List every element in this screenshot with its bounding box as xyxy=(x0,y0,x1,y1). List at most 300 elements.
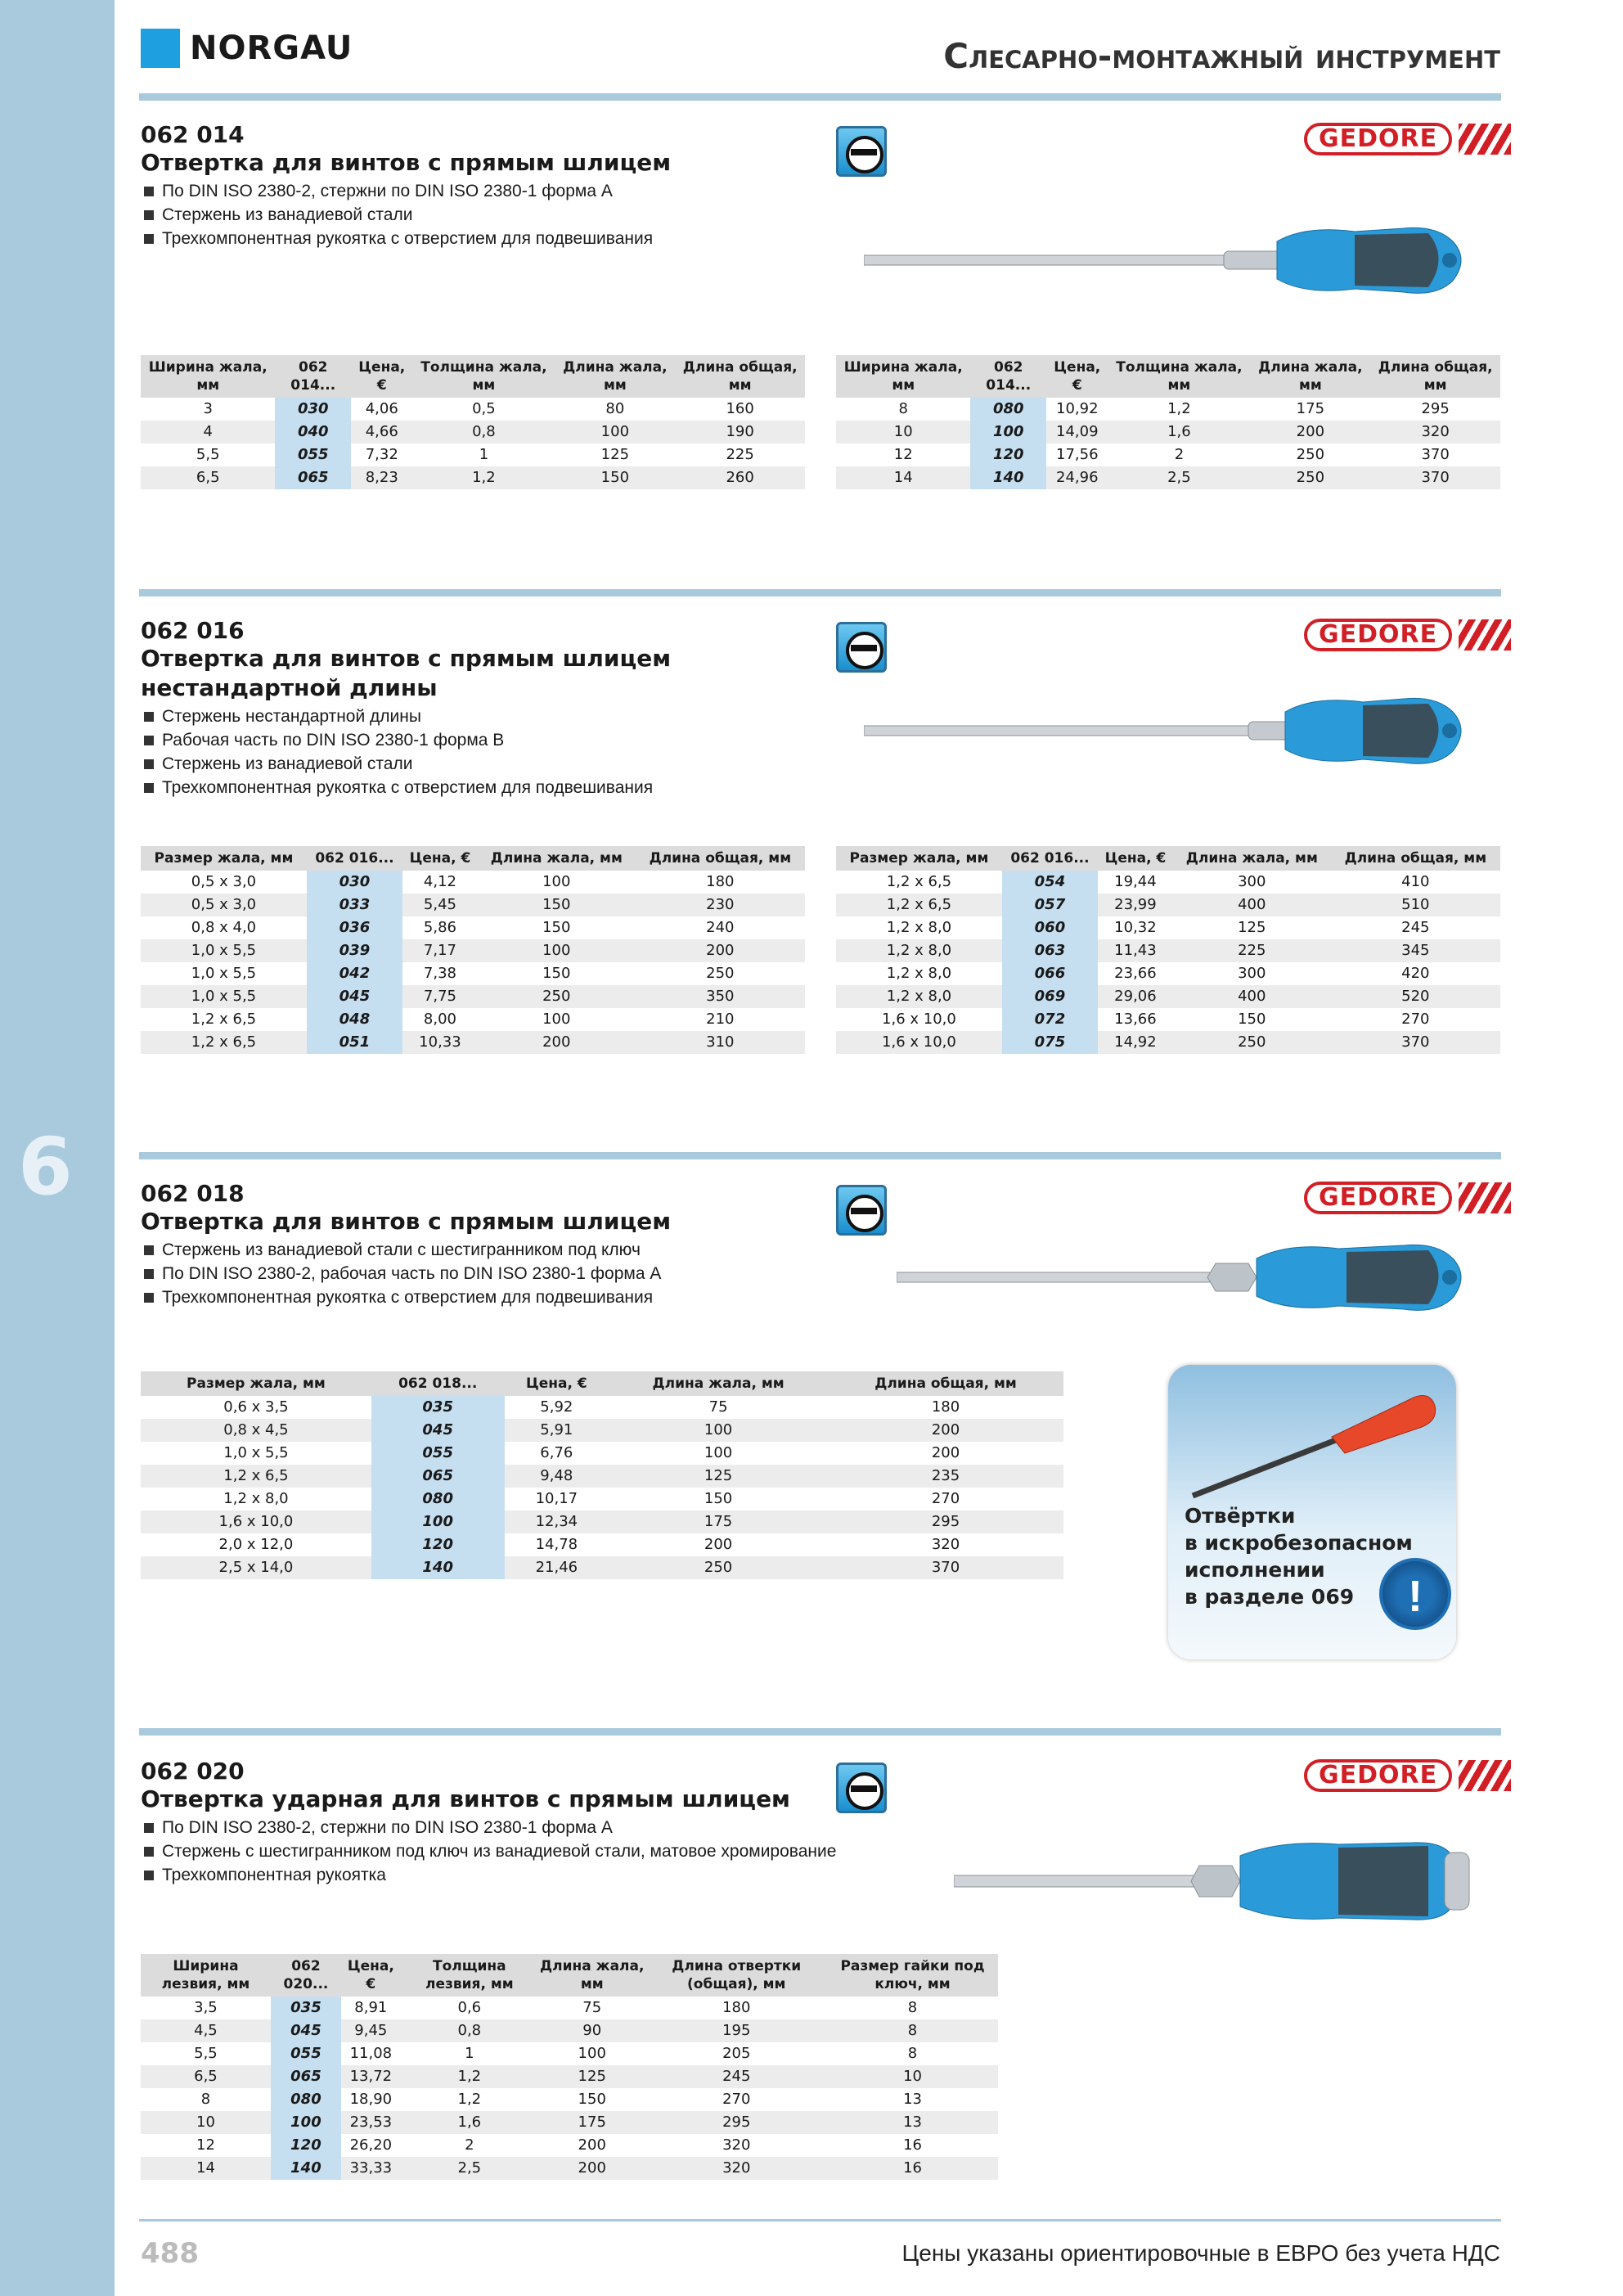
screwdriver-image xyxy=(864,217,1486,307)
article-code-cell: 065 xyxy=(275,466,351,489)
chapter-sidebar xyxy=(0,0,115,2296)
section-divider xyxy=(139,93,1501,101)
gedore-logo: GEDORE xyxy=(1304,1759,1511,1792)
table-cell: 2,5 xyxy=(1108,466,1251,489)
article-code-cell: 033 xyxy=(307,894,402,916)
table-cell: 370 xyxy=(1331,1031,1500,1054)
table-cell: 125 xyxy=(609,1465,828,1488)
table-cell: 13 xyxy=(827,2111,998,2134)
article-code-cell: 042 xyxy=(307,962,402,985)
table-cell: 33,33 xyxy=(341,2157,401,2180)
table-cell: 370 xyxy=(828,1556,1063,1579)
gedore-logo: GEDORE xyxy=(1304,1182,1511,1214)
table-cell: 345 xyxy=(1331,939,1500,962)
article-code-cell: 040 xyxy=(275,421,351,443)
table-cell: 0,6 x 3,5 xyxy=(223,1398,289,1416)
table-row xyxy=(141,1442,1063,1465)
table-cell: 14 xyxy=(141,2157,271,2180)
table-cell: 29,06 xyxy=(1098,985,1173,1008)
table-cell: 1,2 x 8,0 xyxy=(836,985,1002,1008)
table-cell: 180 xyxy=(931,1398,960,1416)
table-cell: 4 xyxy=(141,421,275,443)
article-code-cell: 045 xyxy=(371,1419,505,1442)
slotted-screw-icon xyxy=(836,622,887,673)
table-cell: 510 xyxy=(1331,894,1500,916)
table-cell: 14,09 xyxy=(1046,421,1108,443)
screwdriver-image xyxy=(864,687,1486,777)
article-code-cell: 051 xyxy=(307,1031,402,1054)
table-cell: 125 xyxy=(538,2065,645,2088)
table-cell: 8 xyxy=(898,400,908,417)
table-cell: 225 xyxy=(726,446,754,463)
table-cell: 75 xyxy=(582,1999,602,2016)
spec-table xyxy=(141,1371,1063,1579)
table-row xyxy=(141,398,805,421)
table-cell: 0,5 xyxy=(472,400,496,417)
table-cell: 10 xyxy=(827,2065,998,2088)
table-cell: 2,5 xyxy=(401,2157,538,2180)
table-cell: 9,48 xyxy=(505,1465,609,1488)
table-cell: 7,32 xyxy=(365,446,398,463)
article-code-cell: 080 xyxy=(271,2088,341,2111)
product-code: 062 018 xyxy=(141,1180,245,1207)
table-cell: 2,5 x 14,0 xyxy=(141,1556,371,1579)
table-cell: 320 xyxy=(722,2136,751,2154)
column-header: 062 020... xyxy=(271,1954,341,1997)
table-cell: 200 xyxy=(636,939,805,962)
table-cell: 370 xyxy=(1421,446,1450,463)
table-cell: 300 xyxy=(1238,965,1266,982)
table-cell: 1,2 x 8,0 xyxy=(223,1490,289,1507)
table-cell: 13,66 xyxy=(1114,1011,1157,1028)
table-cell: 1,2 xyxy=(413,466,555,489)
table-row xyxy=(141,2157,998,2180)
column-header: Размер жала, мм xyxy=(141,846,307,871)
column-header: 062 014... xyxy=(970,355,1046,398)
table-cell: 270 xyxy=(722,2091,751,2108)
table-cell: 8,23 xyxy=(351,466,412,489)
table-cell: 1 xyxy=(465,2045,474,2062)
table-cell: 1,2 x 6,5 xyxy=(836,894,1002,916)
article-code-cell: 057 xyxy=(1002,894,1098,916)
table-cell: 250 xyxy=(609,1556,828,1579)
table-cell: 0,8 x 4,0 xyxy=(191,919,257,936)
product-title: Отвертка для винтов с прямым шлицем xyxy=(141,645,672,672)
table-cell: 1,6 x 10,0 xyxy=(882,1011,956,1028)
table-cell: 125 xyxy=(1238,919,1266,936)
table-cell: 175 xyxy=(609,1510,828,1533)
column-header: Длина общая, мм xyxy=(1370,355,1500,398)
column-header: Ширина лезвия, мм xyxy=(141,1954,271,1997)
table-cell: 19,44 xyxy=(1114,873,1157,890)
slotted-screw-icon xyxy=(836,1763,887,1813)
spec-table xyxy=(836,355,1500,489)
article-code-cell: 060 xyxy=(1002,916,1098,939)
table-cell: 4,06 xyxy=(365,400,398,417)
table-row xyxy=(141,985,805,1008)
gedore-logo: GEDORE xyxy=(1304,123,1511,155)
table-row xyxy=(836,443,1500,466)
table-cell: 210 xyxy=(706,1011,735,1028)
table-row xyxy=(141,894,805,916)
table-cell: 200 xyxy=(538,2157,645,2180)
table-cell: 245 xyxy=(645,2065,827,2088)
table-row xyxy=(836,421,1500,443)
article-code-cell: 080 xyxy=(371,1488,505,1510)
product-title: Отвертка для винтов с прямым шлицем xyxy=(141,149,672,176)
table-cell: 13 xyxy=(903,2091,922,2108)
table-cell: 1,2 x 6,5 xyxy=(886,873,952,890)
table-cell: 7,75 xyxy=(402,985,478,1008)
article-code-cell: 120 xyxy=(271,2134,341,2157)
norgau-logo xyxy=(141,29,353,68)
page-number: 488 xyxy=(141,2237,199,2270)
table-cell: 410 xyxy=(1401,873,1430,890)
article-code-cell: 100 xyxy=(970,421,1046,443)
footer-note: Цены указаны ориентировочные в ЕВРО без учета НДС xyxy=(901,2240,1500,2266)
table-row xyxy=(141,1488,1063,1510)
table-cell: 250 xyxy=(1250,466,1370,489)
spec-table xyxy=(141,1954,998,2180)
table-cell: 270 xyxy=(1401,1011,1430,1028)
table-cell: 1,2 x 8,0 xyxy=(886,919,952,936)
article-code-cell: 045 xyxy=(271,2019,341,2042)
table-cell: 1,2 xyxy=(1167,400,1191,417)
table-cell: 8,91 xyxy=(354,1999,388,2016)
article-code-cell: 054 xyxy=(1002,871,1098,894)
table-cell: 8 xyxy=(907,1999,918,2016)
table-cell: 1,6 x 10,0 xyxy=(836,1031,1002,1054)
table-cell: 370 xyxy=(1370,466,1500,489)
table-cell: 190 xyxy=(675,421,805,443)
article-code-cell: 055 xyxy=(275,443,351,466)
column-header: Длина жала, мм xyxy=(1173,846,1331,871)
table-cell: 295 xyxy=(828,1510,1063,1533)
table-cell: 12,34 xyxy=(505,1510,609,1533)
column-header: Ширина жала, мм xyxy=(141,355,275,398)
column-header: Размер гайки под ключ, мм xyxy=(827,1954,998,1997)
table-cell: 1,6 xyxy=(1108,421,1251,443)
article-code-cell: 036 xyxy=(307,916,402,939)
column-header: Длина жала, мм xyxy=(1250,355,1370,398)
table-cell: 245 xyxy=(1401,919,1430,936)
table-cell: 250 xyxy=(478,985,636,1008)
table-cell: 270 xyxy=(931,1490,960,1507)
product-code: 062 016 xyxy=(141,617,245,644)
table-row xyxy=(141,939,805,962)
spec-table xyxy=(141,846,805,1054)
column-header: Длина общая, мм xyxy=(1331,846,1500,871)
table-cell: 125 xyxy=(600,446,630,463)
table-cell: 12 xyxy=(196,2136,215,2154)
table-cell: 520 xyxy=(1331,985,1500,1008)
column-header: 062 014... xyxy=(275,355,351,398)
table-cell: 225 xyxy=(1173,939,1331,962)
table-cell: 175 xyxy=(538,2111,645,2134)
section-divider xyxy=(139,1728,1501,1736)
table-cell: 235 xyxy=(828,1465,1063,1488)
table-cell: 16 xyxy=(903,2136,922,2154)
table-cell: 150 xyxy=(478,894,636,916)
table-cell: 5,92 xyxy=(540,1398,573,1416)
table-row xyxy=(141,1031,805,1054)
table-cell: 4,66 xyxy=(351,421,412,443)
column-header: Цена, € xyxy=(402,846,478,871)
table-row xyxy=(141,1533,1063,1556)
table-cell: 200 xyxy=(828,1419,1063,1442)
article-code-cell: 140 xyxy=(970,466,1046,489)
article-code-cell: 100 xyxy=(271,2111,341,2134)
table-cell: 195 xyxy=(645,2019,827,2042)
column-header: Длина общая, мм xyxy=(675,355,805,398)
table-cell: 5,5 xyxy=(196,446,220,463)
table-cell: 175 xyxy=(1296,400,1325,417)
table-row xyxy=(141,1997,998,2019)
table-cell: 14,92 xyxy=(1098,1031,1173,1054)
table-row xyxy=(141,2065,998,2088)
table-cell: 8 xyxy=(827,2019,998,2042)
product-title-continued: нестандартной длины xyxy=(141,674,438,701)
table-row xyxy=(141,1396,1063,1419)
section-divider xyxy=(139,589,1501,597)
table-row xyxy=(836,939,1500,962)
article-code-cell: 075 xyxy=(1002,1031,1098,1054)
feature-item: Стержень из ванадиевой стали с шестигранником под ключ xyxy=(141,1238,1499,1262)
table-cell: 23,53 xyxy=(341,2111,401,2134)
spec-table xyxy=(836,846,1500,1054)
gedore-logo: GEDORE xyxy=(1304,619,1511,651)
table-row xyxy=(141,962,805,985)
product-code: 062 014 xyxy=(141,121,245,148)
table-cell: 18,90 xyxy=(349,2091,393,2108)
feature-item: По DIN ISO 2380-2, стержни по DIN ISO 2380-1 форма A xyxy=(141,179,1499,203)
table-cell: 180 xyxy=(706,873,735,890)
table-cell: 14,78 xyxy=(535,1536,578,1553)
table-row xyxy=(141,916,805,939)
table-row xyxy=(836,985,1500,1008)
table-row xyxy=(141,1419,1063,1442)
table-cell: 5,86 xyxy=(423,919,456,936)
table-row xyxy=(141,2134,998,2157)
table-cell: 4,5 xyxy=(141,2019,271,2042)
table-row xyxy=(141,871,805,894)
exclamation-icon: ! xyxy=(1379,1558,1451,1630)
table-cell: 14 xyxy=(836,466,970,489)
article-code-cell: 140 xyxy=(371,1556,505,1579)
table-cell: 21,46 xyxy=(505,1556,609,1579)
table-cell: 6,76 xyxy=(540,1444,573,1461)
table-row xyxy=(836,962,1500,985)
column-header: Размер жала, мм xyxy=(141,1371,371,1396)
article-code-cell: 066 xyxy=(1002,962,1098,985)
table-cell: 80 xyxy=(605,400,625,417)
column-header: Цена, € xyxy=(351,355,412,398)
column-header: Длина жала, мм xyxy=(478,846,636,871)
table-cell: 4,12 xyxy=(423,873,456,890)
table-cell: 250 xyxy=(706,965,735,982)
column-header: Длина общая, мм xyxy=(828,1371,1063,1396)
table-cell: 11,08 xyxy=(349,2045,393,2062)
table-cell: 180 xyxy=(722,1999,751,2016)
table-row xyxy=(141,2042,998,2065)
table-cell: 8 xyxy=(200,2091,211,2108)
article-code-cell: 069 xyxy=(1002,985,1098,1008)
table-cell: 1,2 xyxy=(457,2091,482,2108)
gedore-stripes-icon xyxy=(1459,619,1511,651)
article-code-cell: 030 xyxy=(307,871,402,894)
table-cell: 90 xyxy=(538,2019,645,2042)
feature-item: Рабочая часть по DIN ISO 2380-1 форма B xyxy=(141,728,1499,752)
table-cell: 7,17 xyxy=(402,939,478,962)
table-cell: 150 xyxy=(542,965,571,982)
logo-square-icon xyxy=(141,29,180,68)
article-code-cell: 055 xyxy=(271,2042,341,2065)
table-cell: 0,8 x 4,5 xyxy=(141,1419,371,1442)
table-row xyxy=(141,1008,805,1031)
article-code-cell: 100 xyxy=(371,1510,505,1533)
table-cell: 350 xyxy=(636,985,805,1008)
table-cell: 5,91 xyxy=(505,1419,609,1442)
column-header: Длина отвертки (общая), мм xyxy=(645,1954,827,1997)
feature-item: По DIN ISO 2380-2, стержни по DIN ISO 2380-1 форма A xyxy=(141,1816,1499,1839)
table-cell: 100 xyxy=(542,1011,571,1028)
table-cell: 260 xyxy=(675,466,805,489)
slotted-screw-icon xyxy=(836,126,887,177)
table-cell: 1,6 x 10,0 xyxy=(141,1510,371,1533)
table-cell: 5,45 xyxy=(402,894,478,916)
spec-table xyxy=(141,355,805,489)
article-code-cell: 120 xyxy=(371,1533,505,1556)
table-cell: 320 xyxy=(1370,421,1500,443)
table-cell: 6,5 xyxy=(141,466,275,489)
table-cell: 1 xyxy=(479,446,489,463)
table-cell: 1,0 x 5,5 xyxy=(141,939,307,962)
table-cell: 2 xyxy=(1174,446,1185,463)
table-row xyxy=(141,2111,998,2134)
table-cell: 100 xyxy=(609,1419,828,1442)
table-cell: 250 xyxy=(1296,446,1325,463)
table-cell: 0,5 x 3,0 xyxy=(191,873,257,890)
column-header: Цена, € xyxy=(1098,846,1173,871)
feature-item: По DIN ISO 2380-2, рабочая часть по DIN ISO 2380-1 форма A xyxy=(141,1262,1499,1285)
table-cell: 1,6 xyxy=(401,2111,538,2134)
feature-item: Трехкомпонентная рукоятка xyxy=(141,1863,1499,1887)
column-header: Длина жала, мм xyxy=(555,355,675,398)
table-cell: 150 xyxy=(578,2091,606,2108)
table-cell: 310 xyxy=(636,1031,805,1054)
table-row xyxy=(836,871,1500,894)
article-code-cell: 065 xyxy=(371,1465,505,1488)
table-cell: 10,17 xyxy=(535,1490,578,1507)
note-text: Отвёртки в искробезопасном исполнении в разделе 069 xyxy=(1185,1504,1413,1609)
table-cell: 7,38 xyxy=(423,965,456,982)
table-cell: 17,56 xyxy=(1056,446,1099,463)
article-code-cell: 063 xyxy=(1002,939,1098,962)
table-cell: 3 xyxy=(203,400,213,417)
footer-divider xyxy=(139,2219,1501,2222)
column-header: 062 016... xyxy=(1002,846,1098,871)
table-cell: 200 xyxy=(478,1031,636,1054)
section-divider xyxy=(139,1152,1501,1159)
table-cell: 1,2 x 6,5 xyxy=(141,1031,307,1054)
table-cell: 1,2 x 6,5 xyxy=(141,1465,371,1488)
table-row xyxy=(141,466,805,489)
table-cell: 1,0 x 5,5 xyxy=(141,985,307,1008)
table-cell: 3,5 xyxy=(194,1999,218,2016)
feature-item: Трехкомпонентная рукоятка с отверстием для подвешивания xyxy=(141,227,1499,250)
table-row xyxy=(141,1556,1063,1579)
table-row xyxy=(836,466,1500,489)
column-header: Цена, € xyxy=(1046,355,1108,398)
table-cell: 250 xyxy=(1173,1031,1331,1054)
table-cell: 320 xyxy=(931,1536,960,1553)
red-screwdriver-image xyxy=(1185,1381,1446,1504)
table-cell: 2,0 x 12,0 xyxy=(218,1536,294,1553)
table-cell: 150 xyxy=(542,919,571,936)
table-cell: 295 xyxy=(1421,400,1450,417)
table-cell: 23,99 xyxy=(1098,894,1173,916)
feature-item: Стержень из ванадиевой стали xyxy=(141,203,1499,227)
table-cell: 1,0 x 5,5 xyxy=(191,965,257,982)
feature-item: Стержень нестандартной длины xyxy=(141,705,1499,728)
table-cell: 10,92 xyxy=(1056,400,1099,417)
table-cell: 0,8 xyxy=(401,2019,538,2042)
table-cell: 11,43 xyxy=(1098,939,1173,962)
table-row xyxy=(836,1031,1500,1054)
gedore-stripes-icon xyxy=(1459,1182,1511,1213)
table-row xyxy=(836,894,1500,916)
table-cell: 9,45 xyxy=(341,2019,401,2042)
column-header: Толщина жала, мм xyxy=(413,355,555,398)
table-cell: 100 xyxy=(542,873,571,890)
column-header: 062 018... xyxy=(371,1371,505,1396)
article-code-cell: 055 xyxy=(371,1442,505,1465)
product-title: Отвертка ударная для винтов с прямым шлицем xyxy=(141,1785,790,1812)
table-cell: 300 xyxy=(1238,873,1266,890)
gedore-stripes-icon xyxy=(1459,124,1511,155)
article-code-cell: 039 xyxy=(307,939,402,962)
table-cell: 100 xyxy=(555,421,675,443)
table-cell: 150 xyxy=(555,466,675,489)
column-header: Цена, € xyxy=(341,1954,401,1997)
table-cell: 420 xyxy=(1401,965,1430,982)
table-cell: 26,20 xyxy=(349,2136,393,2154)
column-header: Ширина жала, мм xyxy=(836,355,970,398)
table-cell: 12 xyxy=(893,446,913,463)
table-cell: 6,5 xyxy=(141,2065,271,2088)
table-cell: 150 xyxy=(704,1490,733,1507)
table-cell: 160 xyxy=(726,400,754,417)
table-row xyxy=(141,2088,998,2111)
table-cell: 200 xyxy=(704,1536,733,1553)
table-row xyxy=(141,1465,1063,1488)
column-header: Цена, € xyxy=(505,1371,609,1396)
table-row xyxy=(141,443,805,466)
table-row xyxy=(141,2019,998,2042)
table-cell: 75 xyxy=(708,1398,728,1416)
table-cell: 100 xyxy=(704,1444,733,1461)
article-code-cell: 035 xyxy=(271,1997,341,2019)
impact-screwdriver-image xyxy=(954,1833,1494,1931)
table-cell: 13,72 xyxy=(341,2065,401,2088)
article-code-cell: 080 xyxy=(970,398,1046,421)
column-header: Длина жала, мм xyxy=(609,1371,828,1396)
spark-safe-note xyxy=(1168,1365,1456,1659)
table-cell: 200 xyxy=(578,2136,606,2154)
table-cell: 200 xyxy=(931,1444,960,1461)
table-cell: 16 xyxy=(827,2157,998,2180)
table-cell: 24,96 xyxy=(1046,466,1108,489)
